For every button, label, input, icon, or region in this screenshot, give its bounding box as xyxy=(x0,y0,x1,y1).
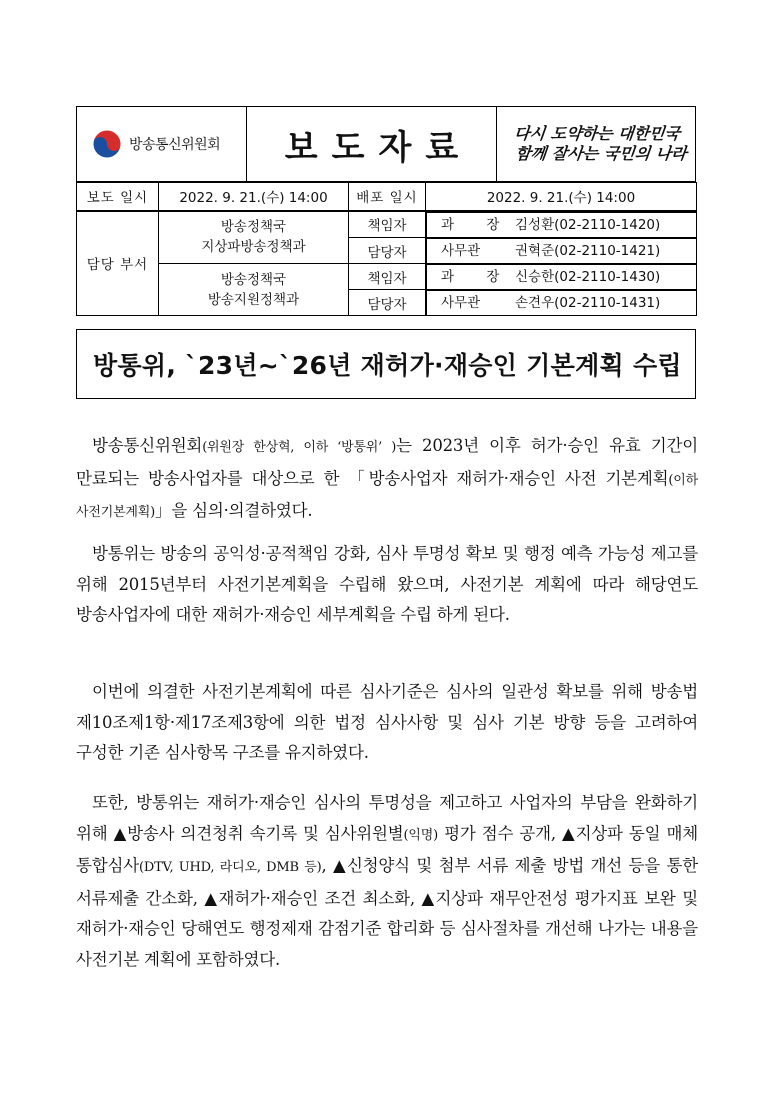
contact-name-phone: 김성환(02-2110-1420) xyxy=(515,216,661,233)
text-run: 이번에 의결한 사전기본계획에 따른 심사기준은 심사의 일관성 확보를 위해 방송법 제10조제1항·제17조제3항에 의한 법정 심사사항 및 심사 기본 방향 등을 고려하여 구성한 기존 심사항목 구조를 유지하였다. xyxy=(76,682,698,762)
text-run: 평가 점수 공개, ▲지상파 동일 매체 통합심사 xyxy=(76,823,698,875)
dept-division: 지상파방송정책과 xyxy=(201,239,306,256)
contact-person xyxy=(426,264,697,290)
contact-position: 사무관 xyxy=(441,294,481,311)
contact-position: 과 장 xyxy=(441,216,514,233)
headline: 방통위, `23년~`26년 재허가·재승인 기본계획 수립 xyxy=(76,329,696,399)
distribute-date-value: 2022. 9. 21.(수) 14:00 xyxy=(426,183,697,211)
contact-row xyxy=(77,264,697,290)
text-run: 방송통신위원회 xyxy=(92,436,203,455)
doc-type-title: 보도자료 xyxy=(247,107,497,181)
contact-name-phone: 신승한(02-2110-1430) xyxy=(515,268,661,285)
text-run-small: (익명) xyxy=(403,827,438,843)
contact-name-phone: 손견우(02-2110-1431) xyxy=(515,294,661,311)
contact-role: 책임자 xyxy=(349,264,426,290)
contact-role: 담당자 xyxy=(349,290,426,316)
org-name: 방송통신위원회 xyxy=(129,137,221,153)
slogan-line-2: 함께 잘사는 국민의 나라 xyxy=(514,144,688,163)
dept-name-2 xyxy=(159,264,349,316)
press-release-header xyxy=(76,106,696,182)
text-run-small: (DTV, UHD, 라디오, DMB 등) xyxy=(138,860,322,875)
contact-role: 담당자 xyxy=(349,238,426,264)
release-info-table xyxy=(76,182,697,316)
body-paragraph-3 xyxy=(76,677,698,769)
contact-person xyxy=(426,290,697,316)
text-run: 」을 심의·의결하였다. xyxy=(155,501,313,520)
dept-division: 방송지원정책과 xyxy=(207,291,300,308)
text-run: 는 2023년 이후 허가·승인 유효 기간이 만료되는 방송사업자를 대상으로 한 「방송사업자 재허가·재승인 사전 기본계획 xyxy=(76,436,698,488)
contact-person xyxy=(426,238,697,264)
contact-person xyxy=(426,212,697,238)
dept-label: 담당 부서 xyxy=(77,211,159,316)
contact-position: 사무관 xyxy=(441,242,481,259)
text-run-small: (위원장 한상혁, 이하 ‘방통위’ ) xyxy=(202,440,397,455)
text-run: 또한, 방통위는 재허가·재승인 심사의 투명성을 제고하고 사업자의 부담을 완화하기 위해 ▲방송사 의견청취 속기록 및 심사위원별 xyxy=(76,793,698,843)
release-date-label: 보도 일시 xyxy=(77,183,159,211)
dept-bureau: 방송정책국 xyxy=(220,219,287,236)
text-run: 방통위는 방송의 공익성·공적책임 강화, 심사 투명성 확보 및 행정 예측 가능성 제고를 위해 2015년부터 사전기본계획을 수립해 왔으며, 사전기본 계획에 따라 해당연도 방송사업자에 대한 재허가·재승인 세부계획을 수립 하게 된다. xyxy=(76,544,698,624)
government-slogan xyxy=(493,107,699,181)
text-run-small: (이하 사전기본계획) xyxy=(76,472,698,520)
contact-row xyxy=(77,211,697,238)
body-paragraph-2 xyxy=(76,539,698,631)
org-logo xyxy=(77,107,247,181)
distribute-date-label: 배포 일시 xyxy=(349,183,426,211)
taegeuk-icon xyxy=(91,128,123,160)
dept-bureau: 방송정책국 xyxy=(220,271,287,288)
contact-position: 과 장 xyxy=(441,268,514,285)
body-paragraph-4 xyxy=(76,788,698,975)
release-date-row xyxy=(77,183,697,211)
release-date-value: 2022. 9. 21.(수) 14:00 xyxy=(159,183,349,211)
body-paragraph-1 xyxy=(76,431,698,529)
contact-role: 책임자 xyxy=(349,211,426,238)
contact-name-phone: 권혁준(02-2110-1421) xyxy=(515,242,661,259)
text-run: , ▲신청양식 및 첨부 서류 제출 방법 개선 등을 통한 서류제출 간소화, ▲재허가·재승인 조건 최소화, ▲지상파 재무안전성 평가지표 보완 및 재허가·재승인 당해연도 행정제재 감점기준 합리화 등 심사절차를 개선해 나가는 내용을 사전기본 계획에 포함하였다. xyxy=(76,856,698,969)
dept-name-1 xyxy=(159,211,349,264)
slogan-line-1: 다시 도약하는 대한민국 xyxy=(513,124,681,143)
